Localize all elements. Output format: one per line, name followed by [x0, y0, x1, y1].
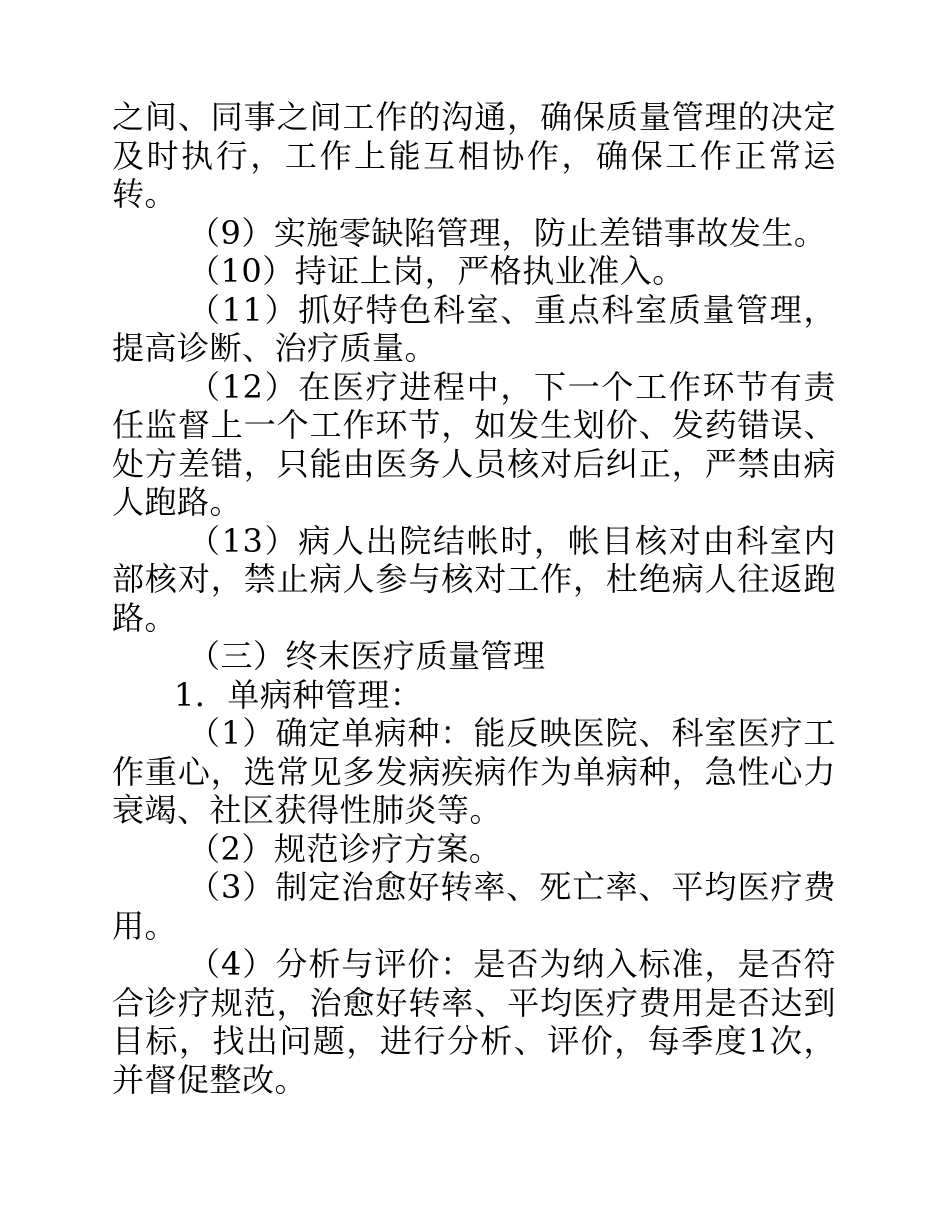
paragraph-item-9: （9）实施零缺陷管理，防止差错事故发生。 — [188, 213, 827, 252]
paragraph-continuation: 之间、同事之间工作的沟通，确保质量管理的决定及时执行，工作上能互相协作，确保工作正常运转。 — [112, 98, 836, 213]
paragraph-sub-item-4: （4）分析与评价：是否为纳入标准，是否符合诊疗规范，治愈好转率、平均医疗费用是否达到目标，找出问题，进行分析、评价，每季度1次，并督促整改。 — [112, 945, 836, 1099]
paragraph-item-10: （10）持证上岗，严格执业准入。 — [188, 252, 685, 290]
paragraph-sub-item-1: （1）确定单病种：能反映医院、科室医疗工作重心，选常见多发病疾病作为单病种，急性心力衰竭、社区获得性肺炎等。 — [112, 714, 836, 829]
paragraph-sub-item-3: （3）制定治愈好转率、死亡率、平均医疗费用。 — [112, 868, 836, 945]
paragraph-item-12: （12）在医疗进程中，下一个工作环节有责任监督上一个工作环节，如发生划价、发药错误、处方差错，只能由医务人员核对后纠正，严禁由病人跑路。 — [112, 367, 836, 521]
section-heading-terminal-quality: （三）终末医疗质量管理 — [188, 637, 546, 675]
paragraph-sub-item-2: （2）规范诊疗方案。 — [188, 829, 502, 868]
paragraph-item-11: （11）抓好特色科室、重点科室质量管理，提高诊断、治疗质量。 — [112, 290, 836, 367]
document-body — [112, 98, 836, 1099]
subsection-heading-single-disease: 1．单病种管理： — [174, 675, 423, 714]
paragraph-item-13: （13）病人出院结帐时，帐目核对由科室内部核对，禁止病人参与核对工作，杜绝病人往返跑路。 — [112, 521, 836, 637]
